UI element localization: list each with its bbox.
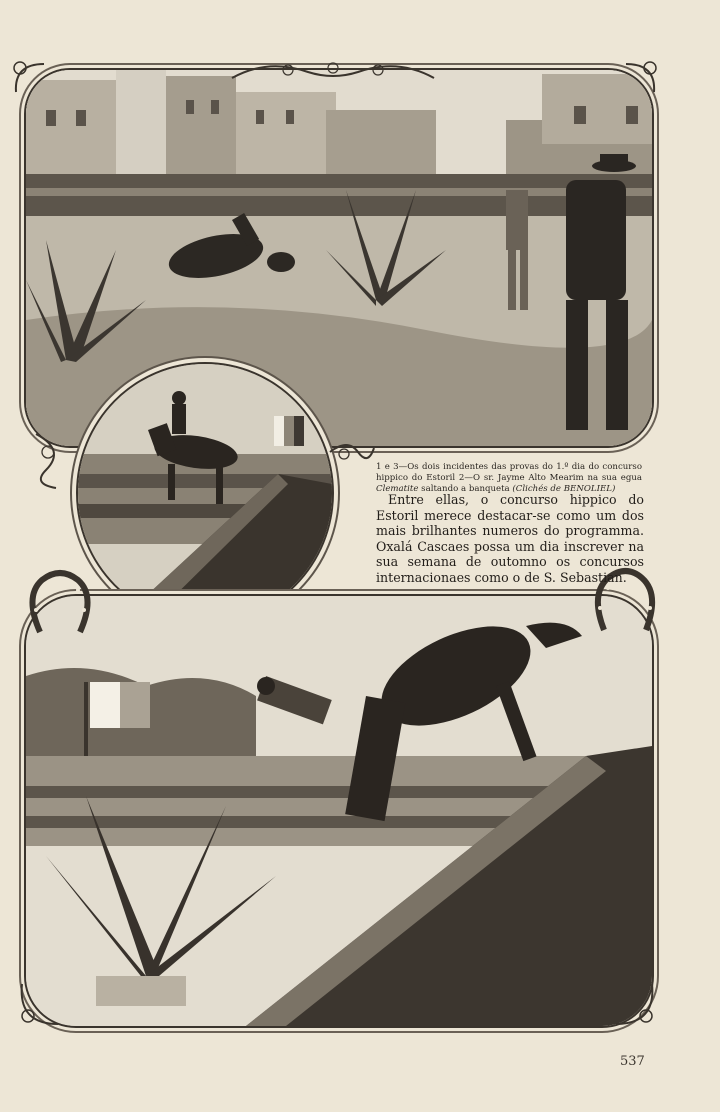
ornament-corner-bottom-right xyxy=(610,980,660,1030)
ornament-corner-top-right xyxy=(620,58,660,98)
photo-bottom-image xyxy=(26,596,652,1026)
ornament-middle-scroll xyxy=(328,438,376,468)
photo-round-jump xyxy=(76,362,334,624)
caption-credit: (Clichés de BENOLIEL) xyxy=(512,484,616,494)
ornament-corner-top-left xyxy=(10,58,50,98)
photo-top-image xyxy=(26,70,652,446)
caption-horse-name: Clematite xyxy=(376,484,419,494)
caption-text-2: saltando a banqueta xyxy=(418,484,513,494)
ornament-left-scroll xyxy=(26,430,76,490)
photo-top-fall xyxy=(24,68,654,448)
photo-caption xyxy=(376,462,642,495)
ornament-corner-bottom-left xyxy=(14,980,64,1030)
page-number: 537 xyxy=(620,1054,645,1069)
photo-round-image xyxy=(78,364,332,622)
article-paragraph: Entre ellas, o concurso hippico do Estoril merece destacar-se como um dos mais brilhantes numeros do programma. Oxalá Cascaes possa um dia inscrever na sua semana de outomno os concursos internacionaes como o de S. Sebastian. xyxy=(376,492,644,585)
caption-text-1: 1 e 3—Os dois incidentes das provas do 1.º dia do concurso hippico do Estoril 2—O sr. Jayme Alto Mearim na sua egua xyxy=(376,462,642,483)
horseshoe-ornament-left xyxy=(20,566,100,636)
ornament-top-scroll xyxy=(228,58,438,84)
photo-bottom-jump xyxy=(24,594,654,1028)
